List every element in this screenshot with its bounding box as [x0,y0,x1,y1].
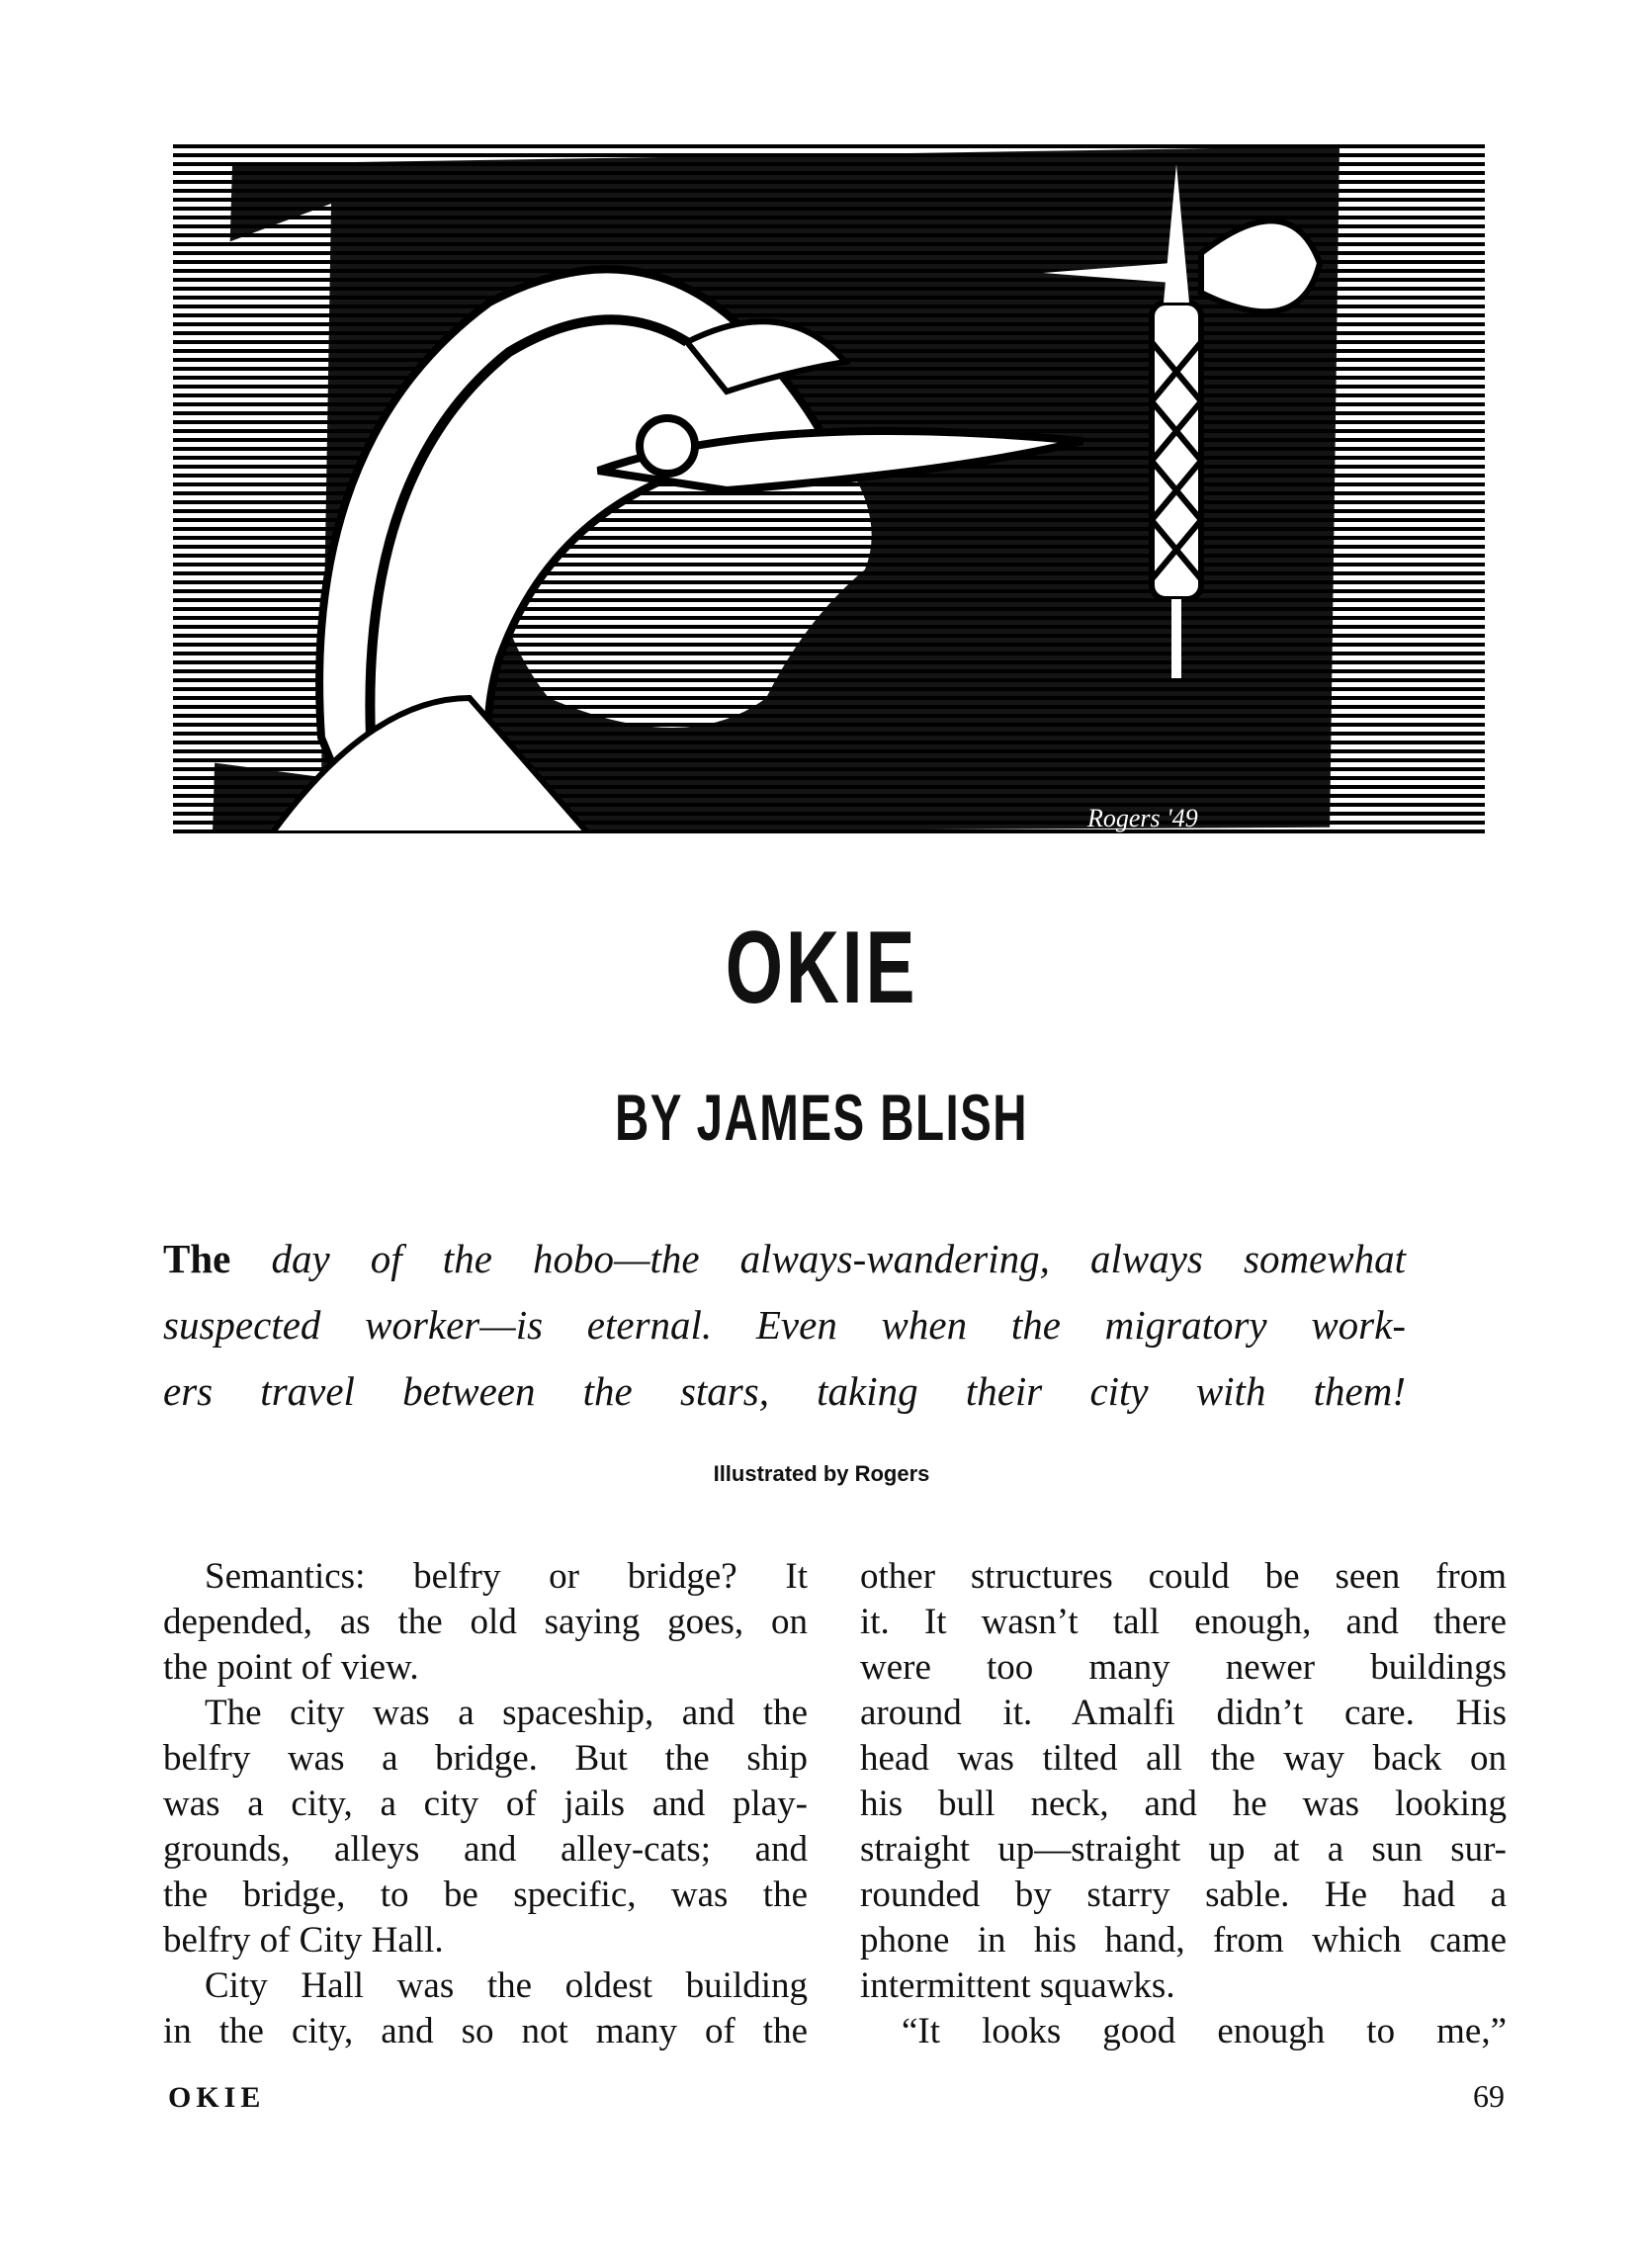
body-line: belfry of City Hall. [163,1920,444,1961]
body-line: it. It wasn’t tall enough, and there [860,1602,1507,1642]
story-illustration [173,144,1485,833]
blurb-line [163,1226,1406,1292]
body-line: in the city, and so not many of the [163,2011,808,2051]
blurb-text: day of the hobo—the always-wandering, always somewhat [230,1236,1406,1281]
body-line: around it. Amalfi didn’t care. His [860,1693,1507,1733]
blurb-line: suspected worker—is eternal. Even when the migratory work- [163,1302,1406,1348]
artist-signature: Rogers '49 [1087,804,1198,832]
body-line: rounded by starry sable. He had a [860,1875,1507,1915]
body-line: head was tilted all the way back on [860,1738,1507,1779]
illustrator-credit: Illustrated by Rogers [713,1461,930,1486]
body-line: belfry was a bridge. But the ship [163,1738,808,1779]
story-blurb [163,1226,1406,1425]
body-line: phone in his hand, from which came [860,1920,1507,1961]
body-line: the point of view. [163,1647,419,1688]
body-line: The city was a spaceship, and the [205,1693,808,1733]
blurb-line: ers travel between the stars, taking their city with them! [163,1368,1406,1414]
body-line: intermittent squawks. [860,1965,1175,2006]
body-line: were too many newer buildings [860,1647,1507,1688]
body-line: his bull neck, and he was looking [860,1784,1507,1824]
body-line: “It looks good enough to me,” [902,2011,1507,2051]
author-byline: BY JAMES BLISH [614,1081,1029,1154]
body-column-left [163,1554,808,2054]
body-line: other structures could be seen from [860,1556,1507,1597]
body-line: Semantics: belfry or bridge? It [205,1556,808,1597]
blurb-lead: The [163,1236,231,1281]
body-line: was a city, a city of jails and play- [163,1784,808,1824]
body-line: straight up—straight up at a sun sur- [860,1829,1507,1870]
body-line: grounds, alleys and alley-cats; and [163,1829,808,1870]
body-line: City Hall was the oldest building [205,1965,808,2006]
page-number: 69 [1473,2078,1505,2114]
body-column-right [860,1554,1507,2054]
body-line: depended, as the old saying goes, on [163,1602,808,1642]
body-line: the bridge, to be specific, was the [163,1875,808,1915]
story-title: OKIE [725,911,918,1025]
running-title: OKIE [168,2081,266,2114]
